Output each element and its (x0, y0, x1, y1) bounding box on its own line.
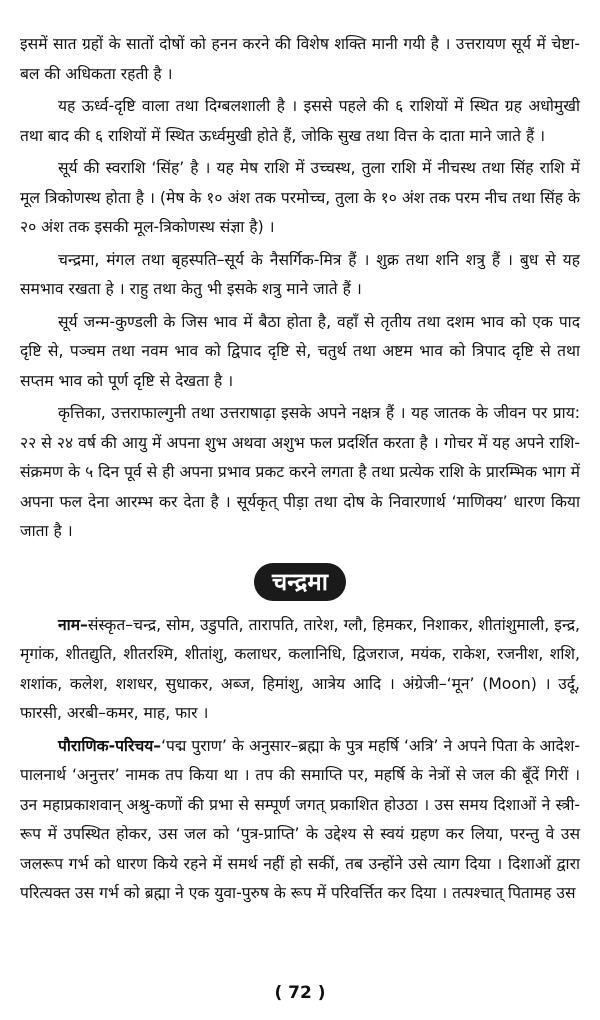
page-number: ( 72 ) (274, 983, 326, 1003)
paragraph-4: चन्द्रमा, मंगल तथा बृहस्पति–सूर्य के नैसर्गिक-मित्र हैं । शुक्र तथा शनि शत्रु हैं । बुध से यह समभाव रखता हे । राहु तथा केतु भी इसके शत्रु माने जाते हैं । (20, 250, 580, 298)
names-text: संस्कृत–चन्द्र, सोम, उडुपति, तारापति, तारेश, ग्लौ, हिमकर, निशाकर, शीतांशुमाली, इन्द्र, मृगांक, शीतद्युति, शीतरश्मि, शीतांशु, कलाधर, कलानिधि, द्विजराज, मयंक, राकेश, रजनीश, शशि, शशांक, कलेश, शशधर, सुधाकर, अब्ज, हिमांशु, आत्रेय आदि । अंग्रेजी–‘मून’ (Moon) । उर्दू, फारसी, अरबी–कमर, माह, फार । (20, 615, 580, 722)
mythology-label: पौराणिक-परिचय– (58, 736, 162, 755)
names-label: नाम– (58, 615, 88, 634)
section-heading-wrap (20, 563, 580, 601)
paragraph-6: कृत्तिका, उत्तराफाल्गुनी तथा उत्तराषाढ़ा इसके अपने नक्षत्र हैं । यह जातक के जीवन पर प्राय: २२ से २४ वर्ष की आयु में अपना शुभ अथवा अशुभ फल प्रदर्शित करता है । गोचर में यह अपने राशि-संक्रमण के ५ दिन पूर्व से ही अपना प्रभाव प्रकट करने लगता है तथा प्रत्येक राशि के प्रारम्भिक भाग में अपना फल देना आरम्भ कर देता है । सूर्यकृत् पीड़ा तथा दोष के निवारणार्थ ‘माणिक्य’ धारण किया जाता है । (20, 404, 580, 540)
mythology-text: ‘पद्म पुराण’ के अनुसार–ब्रह्मा के पुत्र महर्षि ‘अत्रि’ ने अपने पिता के आदेश-पालनार्थ ‘अनुत्तर’ नामक तप किया था । तप की समाप्ति पर, महर्षि के नेत्रों से जल की बूँदें गिरीं । उन महाप्रकाशवान् अश्रु-कणों की प्रभा से सम्पूर्ण जगत् प्रकाशित होउठा । उस समय दिशाओं ने स्त्री-रूप में उपस्थित होकर, उस जल को ‘पुत्र-प्राप्ति’ के उद्देश्य से स्वयं ग्रहण कर लिया, परन्तु वे उस जलरूप गर्भ को धारण किये रहने में समर्थ नहीं हो सकीं, तब उन्होंने उसे त्याग दिया । दिशाओं द्वारा परित्यक्त उस गर्भ को ब्रह्मा ने एक युवा-पुरुष के रूप में परिवर्त्तित कर दिया । तत्पश्चात् पितामह उस (20, 736, 581, 902)
names-paragraph (20, 611, 580, 729)
mythology-paragraph (20, 732, 580, 909)
paragraph-5: सूर्य जन्म-कुण्डली के जिस भाव में बैठा होता है, वहाँ से तृतीय तथा दशम भाव को एक पाद दृष्टि से, पञ्चम तथा नवम भाव को द्विपाद दृष्टि से, चतुर्थ तथा अष्टम भाव को त्रिपाद दृष्टि से तथा सप्तम भाव को पूर्ण दृष्टि से देखता है । (20, 312, 580, 390)
paragraph-2: यह ऊर्ध्व-दृष्टि वाला तथा दिग्बलशाली है । इससे पहले की ६ राशियों में स्थित ग्रह अधोमुखी तथा बाद की ६ राशियों में स्थित ऊर्ध्वमुखी होते हैं, जोकि सुख तथा वित्त के दाता माने जाते हैं । (20, 97, 580, 145)
paragraph-1: इसमें सात ग्रहों के सातों दोषों को हनन करने की विशेष शक्ति मानी गयी है । उत्तरायण सूर्य में चेष्टा-बल की अधिकता रहती है । (20, 35, 580, 83)
section-heading: चन्द्रमा (254, 563, 346, 601)
paragraph-3: सूर्य की स्वराशि ‘सिंह’ है । यह मेष राशि में उच्चस्थ, तुला राशि में नीचस्थ तथा सिंह राशि में मूल त्रिकोणस्थ होता है । (मेष के १० अंश तक परमोच्च, तुला के १० अंश तक परम नीच तथा सिंह के २० अंश तक इसकी मूल-त्रिकोणस्थ संज्ञा है) । (20, 159, 580, 236)
